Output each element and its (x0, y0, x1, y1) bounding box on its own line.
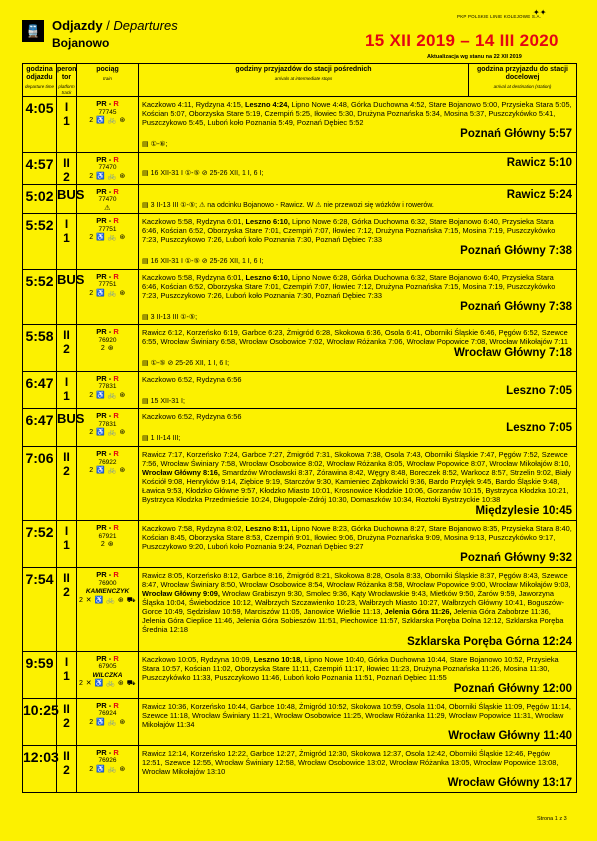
category-code: PR - (96, 449, 114, 458)
facility-icons: ⚠ (104, 204, 111, 212)
col-platform-en: platform track (58, 84, 75, 95)
train-cell (77, 371, 139, 409)
train-number: 77831 (98, 383, 117, 391)
destination: Wrocław Główny 7:18 (453, 347, 572, 360)
service-note: ▤ 3 II-13 III ①-⑤; ⚠ na odcinku Bojanowo - Rawicz. W ⚠ nie przewozi się wózków i rowerów. (142, 201, 434, 209)
table-row (23, 698, 577, 745)
stops-cell (139, 698, 577, 745)
track: 2 (63, 762, 70, 777)
destination: Poznań Główny 9:32 (460, 552, 572, 565)
validity-dates: 15 XII 2019 – 14 III 2020 (365, 31, 559, 50)
table-row (23, 447, 577, 521)
service-note: ▤ ①-⑤ ⊘ 25-26 XII, 1 I, 6 I; (142, 360, 230, 368)
platform: II (63, 571, 70, 586)
train-category (77, 571, 138, 580)
category-r: R (113, 449, 119, 458)
train-number: 76920 (98, 336, 117, 344)
category-r: R (113, 99, 119, 108)
train-cell (77, 521, 139, 568)
operator-name: PKP POLSKIE LINIE KOLEJOWE S.A. (457, 14, 542, 19)
track: 2 (63, 585, 70, 600)
stops-cell (139, 521, 577, 568)
category-r: R (113, 700, 119, 710)
train-category (77, 702, 138, 711)
platform-cell (57, 698, 77, 745)
train-category (77, 188, 138, 197)
platform-cell (57, 371, 77, 409)
departure-time: 5:52 (23, 269, 57, 325)
col-dest-en: arrival at destination (station) (493, 84, 552, 89)
platform-cell (57, 447, 77, 521)
page-title (52, 18, 178, 33)
operator-logo-icon: ✦✦ (533, 8, 547, 17)
stops-cell (139, 152, 577, 184)
stops-cell (139, 447, 577, 521)
train-number: 67905 (98, 663, 117, 670)
platform: II (63, 328, 70, 343)
facility-icons: 2 ♿ 🚲 ⊛ (89, 718, 126, 726)
platform-cell (57, 152, 77, 184)
intermediate-stops: Rawicz 12:14, Korzeńsko 12:22, Garbce 12:27, Żmigród 12:30, Skokowa 12:37, Osola 12:42, Oborniki Śląskie 12:46, Pęgów 12:51, Szewce 12:55, Wrocław Świniary 12:58, Wrocław Osobowice 13:02, Wrocław Różanka 13:05, Wrocław Popowice 13:08, Wrocław Mikołajów 13:10 (142, 748, 559, 776)
departure-time: 5:02 (23, 184, 57, 214)
train-category (77, 100, 138, 109)
table-row (23, 371, 577, 409)
table-row (23, 568, 577, 651)
intermediate-stops: Kaczkowo 6:52, Rydzyna 6:56 (142, 374, 242, 384)
service-note: ▤ 1 II-14 III; (142, 435, 181, 443)
col-dest-label: godzina przyjazdu do stacji docelowej (476, 66, 568, 81)
stops-cell (139, 745, 577, 792)
table-row (23, 325, 577, 372)
platform-cell (57, 745, 77, 792)
train-cell (77, 447, 139, 521)
destination: Międzylesie 10:45 (475, 505, 572, 518)
category-code: PR - (96, 271, 114, 281)
title-en: Departures (113, 18, 178, 33)
platform: I (64, 100, 69, 114)
stops-cell (139, 325, 577, 372)
train-number: 76926 (98, 757, 117, 765)
destination: Poznań Główny 12:00 (453, 682, 572, 695)
facility-icons: 2 ♿ 🚲 ⊛ (89, 234, 126, 242)
train-number: 76924 (98, 710, 117, 718)
intermediate-stops: Rawicz 7:17, Korzeńsko 7:24, Garbce 7:27, Żmigród 7:31, Skokowa 7:38, Osola 7:43, Oborniki Śląskie 7:47, Pęgów 7:52, Szewce 7:56, Wrocław Świniary 7:58, Wrocław Osobowice 8:02, Wrocław Różanka 8:05, Wrocław Popowice 8:07, Wrocław Mikołajów 8:10, Wrocław Główny 8:16, Smardzów Wrocławski 8:37, Żórawina 8:42, Węgry 8:48, Boreczek 8:52, Warkocz 8:57, Strzelin 9:02, Biały Kościół 9:08, Henryków 9:14, Ziębice 9:19, Starczów 9:30, Kamieniec Ząbkowicki 9:36, Bardo Przyłęk 9:45, Bardo Śląskie 9:48, Ławica 9:53, Kłodzko Główne 9:57, Kłodzko Miasto 10:01, Krosnowice Kłodzkie 10:06, Gorzanów 10:15, Bystrzyca Kłodzka 10:21, Bystrzyca Kłodzka Przedmieście 10:24, Długopole-Zdrój 10:30, Domaszków 10:34, Roztoki Bystrzyckie 10:38 (142, 450, 572, 505)
category-code: PR - (96, 154, 114, 164)
platform-cell (57, 568, 77, 651)
category-r: R (113, 186, 119, 196)
platform-cell (57, 521, 77, 568)
table-row (23, 745, 577, 792)
table-row (23, 651, 577, 698)
title-pl: Odjazdy (52, 18, 103, 33)
category-r: R (113, 747, 119, 757)
track: 2 (63, 464, 70, 478)
destination: Leszno 7:05 (506, 384, 572, 397)
category-code: PR - (96, 411, 114, 421)
train-number: 77751 (98, 281, 117, 289)
departure-time: 5:52 (23, 214, 57, 270)
destination: Leszno 7:05 (506, 422, 572, 435)
intermediate-stops: Kaczkowo 10:05, Rydzyna 10:09, Leszno 10:18, Lipno Nowe 10:40, Górka Duchowna 10:44, Stare Bojanowo 10:52, Przysieka Stara 10:57, Kościan 11:02, Oborzyska Stare 11:11, Czempiń 11:17, Iłowiec 11:23, Drużyna Poznańska 11:26, Mosina 11:30, Puszczykówko 11:33, Puszczykowo 11:46, Luboń koło Poznania 11:51, Poznań Dębiec 11:55 (142, 654, 559, 682)
departure-time: 7:54 (23, 568, 57, 651)
train-cell (77, 651, 139, 698)
intermediate-stops: Kaczkowo 7:58, Rydzyna 8:02, Leszno 8:11, Lipno Nowe 8:23, Górka Duchowna 8:27, Stare Bojanowo 8:35, Przysieka Stara 8:40, Kościan 8:45, Oborzyska Stare 8:53, Czempiń 9:01, Iłowiec 9:06, Drużyna Poznańska 9:09, Mosina 9:13, Puszczykówko 9:17, Puszczykowo 9:20, Luboń koło Poznania 9:24, Poznań Dębiec 9:27 (142, 524, 572, 552)
destination: Rawicz 5:10 (506, 156, 572, 169)
table-row (23, 521, 577, 568)
train-number: 77470 (98, 196, 117, 204)
page-number: Strona 1 z 3 (537, 816, 567, 822)
platform-cell (57, 651, 77, 698)
service-note: ▤ ①-⑥; (142, 141, 168, 149)
train-category (77, 655, 138, 664)
facility-icons: 2 ♿ 🚲 ⊛ (89, 765, 126, 773)
stops-cell (139, 371, 577, 409)
platform: I (64, 654, 69, 669)
train-cell (77, 97, 139, 153)
category-code: PR - (96, 186, 114, 196)
category-r: R (113, 327, 119, 337)
departure-time: 5:58 (23, 325, 57, 372)
destination: Poznań Główny 7:38 (460, 245, 572, 258)
col-time-label: godzina odjazdu (26, 66, 53, 81)
train-number: 76900 (98, 579, 117, 587)
platform: BUS (57, 271, 85, 287)
track: 2 (63, 342, 70, 357)
facility-icons: 2 ♿ 🚲 ⊛ (89, 429, 126, 437)
departure-time: 7:52 (23, 521, 57, 568)
facility-icons: 2 ♿ 🚲 ⊛ (89, 467, 126, 474)
facility-icons: 2 ♿ 🚲 ⊛ (89, 172, 126, 180)
train-number: 77745 (98, 108, 117, 116)
page-header (0, 0, 597, 66)
table-row (23, 184, 577, 214)
category-r: R (113, 411, 119, 421)
track: 2 (63, 715, 70, 730)
destination: Szklarska Poręba Górna 12:24 (407, 635, 572, 648)
train-category (77, 156, 138, 165)
train-number: 77751 (98, 225, 117, 233)
departure-time: 9:59 (23, 651, 57, 698)
category-r: R (113, 373, 119, 383)
facility-icons: 2 ♿ 🚲 ⊛ (89, 117, 126, 124)
category-r: R (113, 216, 119, 226)
category-code: PR - (96, 523, 114, 533)
train-number: 77831 (98, 420, 117, 428)
col-train-header (77, 64, 139, 97)
train-category (77, 273, 138, 282)
category-r: R (113, 570, 119, 580)
train-category (77, 217, 138, 226)
platform: II (63, 450, 70, 464)
facility-icons: 2 ⊛ (100, 541, 115, 549)
service-note: ▤ 3 II-13 III ①-⑤; (142, 313, 198, 321)
platform-cell (57, 97, 77, 153)
platform: BUS (57, 186, 85, 202)
train-category (77, 412, 138, 421)
train-cell (77, 325, 139, 372)
intermediate-stops: Rawicz 10:36, Korzeńsko 10:44, Garbce 10:48, Żmigród 10:52, Skokowa 10:59, Osola 11:04, Oborniki Śląskie 11:09, Pęgów 11:14, Szewce 11:18, Wrocław Świniary 11:21, Wrocław Osobowice 11:25, Wrocław Różanka 11:29, Wrocław Popowice 11:31, Wrocław Mikołajów 11:34 (142, 701, 571, 729)
category-r: R (113, 154, 119, 164)
intermediate-stops: Kaczkowo 6:52, Rydzyna 6:56 (142, 412, 242, 422)
track: 1 (63, 231, 70, 246)
col-stops-label: godziny przyjazdów do stacji pośrednich (235, 66, 372, 73)
col-platform-header (57, 64, 77, 97)
table-row (23, 97, 577, 153)
train-category (77, 328, 138, 337)
intermediate-stops: Kaczkowo 4:11, Rydzyna 4:15, Leszno 4:24, Lipno Nowe 4:48, Górka Duchowna 4:52, Stare Bojanowo 5:00, Przysieka Stara 5:05, Kościan 5:07, Oborzyska Stare 5:19, Czempiń 5:25, Iłowiec 5:30, Drużyna Poznańska 5:34, Mosina 5:37, Puszczykówko 5:41, Puszczykowo 5:45, Luboń koło Poznania 5:49, Poznań Dębiec 5:52 (142, 100, 572, 128)
service-note: ▤ 16 XII-31 I ①-⑤ ⊘ 25-26 XII, 1 I, 6 I; (142, 169, 264, 177)
table-row (23, 409, 577, 447)
platform: I (64, 217, 69, 232)
platform: II (63, 155, 70, 170)
category-code: PR - (96, 570, 114, 580)
intermediate-stops: Kaczkowo 5:58, Rydzyna 6:01, Leszno 6:10, Lipno Nowe 6:28, Górka Duchowna 6:32, Stare Bojanowo 6:40, Przysieka Stara 6:46, Kościan 6:52, Oborzyska Stare 7:01, Czempiń 7:07, Iłowiec 7:12, Drużyna Poznańska 7:15, Mosina 7:19, Puszczykówko 7:23, Puszczykowo 7:26, Luboń koło Poznania 7:30, Poznań Dębiec 7:33 (142, 272, 556, 300)
category-code: PR - (96, 653, 114, 663)
col-platform-label: peron tor (57, 66, 77, 81)
category-code: PR - (96, 216, 114, 226)
departure-time: 6:47 (23, 409, 57, 447)
train-category (77, 450, 138, 459)
category-code: PR - (96, 747, 114, 757)
col-stops-en: arrivals at intermediate stops (274, 76, 333, 81)
platform: BUS (57, 411, 85, 427)
train-cell (77, 214, 139, 270)
stops-cell (139, 214, 577, 270)
train-number: 77470 (98, 164, 117, 172)
service-note: ▤ 15 XII-31 I; (142, 397, 185, 405)
train-category (77, 749, 138, 758)
train-cell (77, 568, 139, 651)
platform-cell (57, 325, 77, 372)
category-code: PR - (96, 327, 114, 337)
departure-time: 10:25 (23, 698, 57, 745)
stops-cell (139, 651, 577, 698)
station-name: Bojanowo (52, 36, 110, 50)
departure-time: 12:03 (23, 745, 57, 792)
track: 1 (63, 114, 70, 128)
platform: II (63, 748, 70, 763)
facility-icons: 2 ⊛ (100, 345, 115, 353)
service-note: ▤ 16 XII-31 I ①-⑤ ⊘ 25-26 XII, 1 I, 6 I; (142, 258, 264, 266)
departure-time: 6:47 (23, 371, 57, 409)
track: 1 (63, 538, 70, 553)
col-stops-header (139, 64, 469, 97)
facility-icons: 2 ✕ ♿ 🚲 ⊛ ⛟ (78, 680, 137, 687)
platform-cell (57, 269, 85, 325)
train-cell (77, 152, 139, 184)
stops-cell (139, 97, 577, 153)
track: 1 (63, 388, 70, 403)
category-code: PR - (96, 700, 114, 710)
train-number: 76922 (98, 458, 117, 466)
intermediate-stops: Kaczkowo 5:58, Rydzyna 6:01, Leszno 6:10, Lipno Nowe 6:28, Górka Duchowna 6:32, Stare Bojanowo 6:40, Przysieka Stara 6:46, Kościan 6:52, Oborzyska Stare 7:01, Czempiń 7:07, Iłowiec 7:12, Drużyna Poznańska 7:15, Mosina 7:19, Puszczykówko 7:23, Puszczykowo 7:26, Luboń koło Poznania 7:30, Poznań Dębiec 7:33 (142, 217, 556, 245)
stops-cell (139, 269, 577, 325)
departure-time: 4:05 (23, 97, 57, 153)
destination: Poznań Główny 7:38 (460, 300, 572, 313)
train-cell (77, 269, 139, 325)
col-dest-header (469, 64, 577, 97)
stops-cell (139, 568, 577, 651)
facility-icons: 2 ♿ 🚲 ⊛ (89, 289, 126, 297)
facility-icons: 2 ✕ ♿ 🚲 ⊛ ⛟ (78, 596, 137, 604)
intermediate-stops: Rawicz 8:05, Korzeńsko 8:12, Garbce 8:16, Żmigród 8:21, Skokowa 8:28, Osola 8:33, Oborniki Śląskie 8:37, Pęgów 8:43, Szewce 8:47, Wrocław Świniary 8:50, Wrocław Osobowice 8:54, Wrocław Różanka 8:58, Wrocław Popowice 9:00, Wrocław Mikołajów 9:03, Wrocław Główny 9:09, Wrocław Grabiszyn 9:30, Smolec 9:36, Kąty Wrocławskie 9:43, Mietków 9:50, Żarów 9:59, Jaworzyna Śląska 10:04, Świebodzice 10:12, Wałbrzych Szczawienko 10:23, Wałbrzych Miasto 10:27, Wałbrzych Główny 10:41, Boguszów-Gorce 10:49, Sędzisław 10:59, Marciszów 11:05, Janowice Wielkie 11:13, Jelenia Góra 11:26, Jelenia Góra Zabobrze 11:36, Jelenia Góra Cieplice 11:46, Jelenia Góra Sobieszów 11:51, Piechowice 11:57, Szklarska Poręba Dolna 12:12, Szklarska Poręba Średnia 12:18 (142, 571, 571, 635)
facility-icons: 2 ♿ 🚲 ⊛ (89, 391, 126, 399)
platform: II (63, 701, 70, 716)
title-separator: / (102, 18, 114, 33)
category-r: R (113, 271, 119, 281)
category-code: PR - (96, 373, 114, 383)
destination: Rawicz 5:24 (506, 188, 572, 201)
table-header-row (23, 64, 577, 97)
category-code: PR - (96, 99, 114, 108)
col-time-en: departure time (24, 84, 54, 89)
departure-time: 4:57 (23, 152, 57, 184)
platform: I (64, 524, 69, 539)
destination: Poznań Główny 5:57 (460, 128, 572, 141)
category-r: R (113, 653, 119, 663)
stops-cell (139, 409, 577, 447)
train-category (77, 524, 138, 533)
train-cell (77, 184, 139, 214)
train-cell (77, 698, 139, 745)
platform-cell (57, 184, 85, 214)
table-row (23, 214, 577, 270)
train-category (77, 375, 138, 384)
col-train-label: pociąg (96, 66, 119, 73)
track: 1 (63, 668, 70, 683)
category-r: R (113, 523, 119, 533)
platform-cell (57, 214, 77, 270)
table-row (23, 152, 577, 184)
stops-cell (139, 184, 577, 214)
timetable (22, 63, 577, 793)
departure-time: 7:06 (23, 447, 57, 521)
train-cell (77, 745, 139, 792)
update-note: Aktualizacja wg stanu na 22 XII 2019 (427, 54, 522, 60)
train-cell (77, 409, 139, 447)
train-name: WILCZKA (92, 671, 123, 679)
col-time-header (23, 64, 57, 97)
intermediate-stops: Rawicz 6:12, Korzeńsko 6:19, Garbce 6:23, Żmigród 6:28, Skokowa 6:36, Osola 6:41, Oborniki Śląskie 6:46, Pęgów 6:52, Szewce 6:55, Wrocław Świniary 6:58, Wrocław Osobowice 7:02, Wrocław Różanka 7:06, Wrocław Popowice 7:08, Wrocław Mikołajów 7:11 (142, 328, 568, 347)
col-train-en: train (103, 76, 112, 81)
train-number: 67921 (98, 532, 117, 540)
train-name: KAMIENCZYK (85, 588, 130, 596)
platform-cell (57, 409, 85, 447)
destination: Wrocław Główny 11:40 (448, 729, 572, 742)
table-row (23, 269, 577, 325)
platform: I (64, 374, 69, 389)
train-logo-icon: 🚆 (22, 20, 44, 42)
track: 2 (63, 169, 70, 184)
destination: Wrocław Główny 13:17 (447, 776, 572, 789)
